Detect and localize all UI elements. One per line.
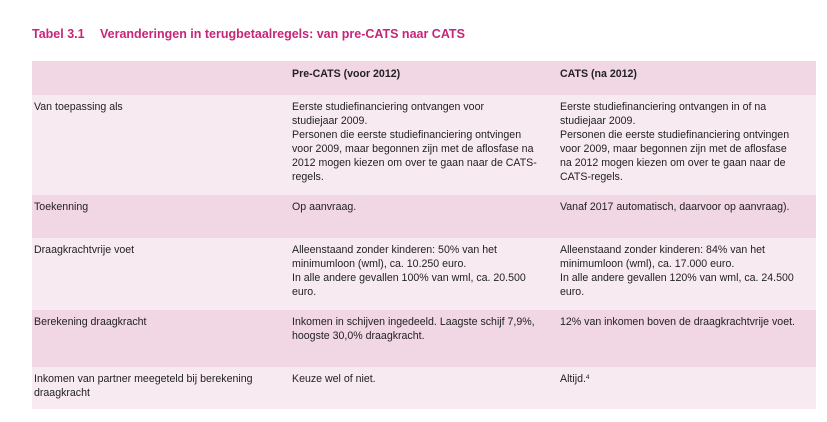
table-row xyxy=(32,310,816,367)
row-label: Inkomen van partner meegeteld bij berekening draagkracht xyxy=(32,367,290,409)
pre-cats-cell: Keuze wel of niet. xyxy=(290,367,558,409)
header-cell-aspect xyxy=(32,61,290,95)
header-cell-cats: CATS (na 2012) xyxy=(558,61,816,95)
row-label: Berekening draagkracht xyxy=(32,310,290,367)
cats-cell: Altijd.$^4$ xyxy=(558,367,816,409)
table-header-row xyxy=(32,61,816,95)
footnote-marker: 4 xyxy=(585,374,590,381)
cats-cell: Vanaf 2017 automatisch, daarvoor op aanvraag). xyxy=(558,195,816,238)
table-caption xyxy=(32,27,465,41)
comparison-table xyxy=(32,61,816,409)
table-title: Veranderingen in terugbetaalregels: van pre-CATS naar CATS xyxy=(100,27,465,41)
cats-cell: Eerste studiefinanciering ontvangen in of na studiejaar 2009. Personen die eerste studiefinanciering ontvingen voor 2009, maar begonnen zijn met de aflosfase na 2012 mogen kiezen om over te gaan naar de CATS-regels. xyxy=(558,95,816,195)
pre-cats-cell: Inkomen in schijven ingedeeld. Laagste schijf 7,9%, hoogste 30,0% draagkracht. xyxy=(290,310,558,367)
header-cell-pre-cats: Pre-CATS (voor 2012) xyxy=(290,61,558,95)
pre-cats-cell: Alleenstaand zonder kinderen: 50% van het minimumloon (wml), ca. 10.250 euro. In alle andere gevallen 100% van wml, ca. 20.500 euro. xyxy=(290,238,558,310)
row-label: Van toepassing als xyxy=(32,95,290,195)
pre-cats-cell: Op aanvraag. xyxy=(290,195,558,238)
cats-cell: 12% van inkomen boven de draagkrachtvrije voet. xyxy=(558,310,816,367)
table-row xyxy=(32,238,816,310)
table-row xyxy=(32,367,816,409)
row-label: Draagkrachtvrije voet xyxy=(32,238,290,310)
table-row xyxy=(32,195,816,238)
table-row xyxy=(32,95,816,195)
cats-cell: Alleenstaand zonder kinderen: 84% van het minimumloon (wml), ca. 17.000 euro. In alle andere gevallen 120% van wml, ca. 24.500 euro. xyxy=(558,238,816,310)
table-number: Tabel 3.1 xyxy=(32,27,85,41)
pre-cats-cell: Eerste studiefinanciering ontvangen voor studiejaar 2009. Personen die eerste studiefinanciering ontvingen voor 2009, maar begonnen zijn met de aflosfase na 2012 mogen kiezen om over te gaan naar de CATS- regels. xyxy=(290,95,558,195)
row-label: Toekenning xyxy=(32,195,290,238)
